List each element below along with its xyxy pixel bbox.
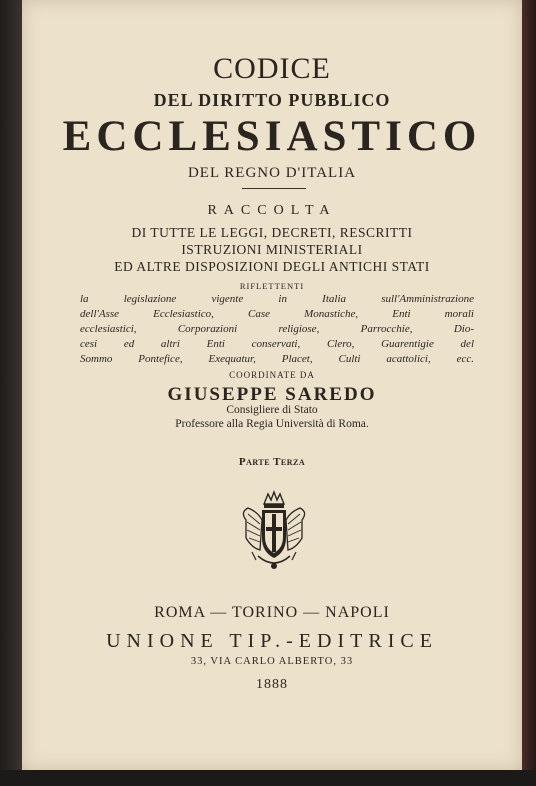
imprint-publisher: UNIONE TIP.-EDITRICE [106, 630, 438, 652]
description-line: dell'Asse Ecclesiastico, Case Monastiche, Enti morali [80, 308, 474, 320]
description-line: la legislazione vigente in Italia sull'Amministrazione [80, 293, 474, 305]
author-role-1: Consigliere di Stato [226, 404, 318, 416]
title-regno-italia: DEL REGNO D'ITALIA [187, 165, 357, 181]
imprint-year: 1888 [256, 677, 288, 692]
author-role-2: Professore alla Regia Università di Roma. [175, 418, 369, 430]
description-line: ecclesiastici, Corporazioni religiose, Parrocchie, Dio- [80, 323, 474, 335]
subtitle-riflettenti: RIFLETTENTI [239, 281, 305, 291]
title-page [22, 0, 522, 770]
part-label: Parte Terza [238, 456, 306, 468]
subtitle-line-2: ISTRUZIONI MINISTERIALI [181, 242, 363, 257]
coordinate-da-label: COORDINATE DA [229, 370, 315, 380]
description-line: cesi ed altri Enti conservati, Clero, Guarentigie del [80, 338, 474, 350]
title-divider [242, 188, 306, 189]
imprint-cities: ROMA — TORINO — NAPOLI [154, 604, 390, 621]
description-line: Sommo Pontefice, Exequatur, Placet, Culti acattolici, ecc. [80, 353, 474, 365]
subtitle-raccolta: RACCOLTA [207, 203, 337, 218]
book-cover-edge-right [522, 0, 536, 786]
subtitle-line-1: DI TUTTE LE LEGGI, DECRETI, RESCRITTI [131, 225, 413, 240]
title-diritto-pubblico: DEL DIRITTO PUBBLICO [153, 90, 391, 110]
description-paragraph [80, 292, 474, 367]
title-ecclesiastico: ECCLESIASTICO [62, 113, 482, 160]
book-bottom-edge [0, 770, 536, 786]
book-spine-left [0, 0, 22, 786]
subtitle-line-3: ED ALTRE DISPOSIZIONI DEGLI ANTICHI STATI [114, 259, 430, 274]
imprint-address: 33, VIA CARLO ALBERTO, 33 [190, 656, 354, 667]
author-name: GIUSEPPE SAREDO [167, 384, 377, 405]
royal-coat-of-arms-icon [238, 490, 310, 572]
title-codice: CODICE [213, 52, 331, 85]
